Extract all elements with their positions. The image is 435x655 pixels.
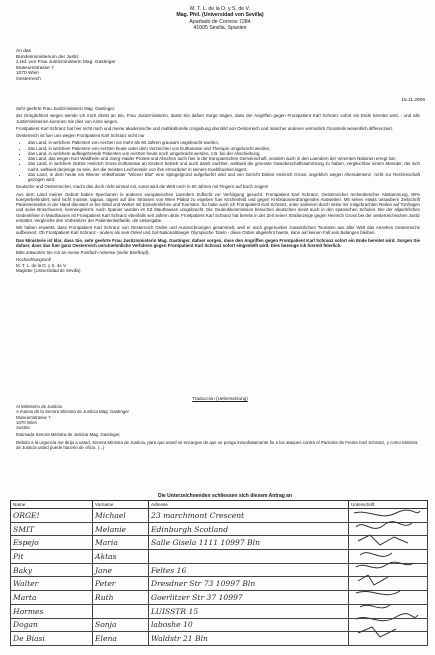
translation-greeting: Estimada Senora Ministra de Justicia Mag. Gastinger,	[16, 432, 121, 438]
cell-firstname: Maria	[93, 536, 149, 550]
cell-name: De Biasi	[11, 632, 93, 646]
paragraph: Wir haben erwartet, dass Frontpatient Karl Schranz von Oesterreich Orden und Auszeichnungen gesammelt, weil er auch gegenueber zusaetzlichen Touristen aus aller Welt das Ansehen Oesterreichs aufbessert. Ob Frontpatient Karl Schranz - anders als sein Onkel und Sol-Nationaltraeger Olympische Toteln - diese Orden abgelehnt haette, kann auf keinen Fall sein Belangen bleiben.	[16, 225, 420, 236]
recipient-line: Oesterreich	[16, 76, 41, 82]
cell-address: Edinburgh Scotland	[149, 522, 349, 536]
cell-firstname: Sonja	[93, 618, 149, 632]
bullet-item: • das Land, in welchem Patienten von Aerzten vor mehr als 60 Jahren grausam ungebracht wurden,	[28, 140, 420, 145]
cell-name: Marta	[11, 591, 93, 605]
bullet-item: • das Land, in welchem Patienten von Aerzten heute unter dem Vorzeichen von Euthanasie und Therapie umgebracht werden,	[28, 146, 420, 151]
paragraph: Deutsche und Oesterreicher, macht das doch nicht einmal mit, sonst wird die Welt noch in 60 Jahren mit Fingern auf Euch zeigen!	[16, 184, 269, 190]
recipient-address	[16, 49, 256, 83]
paragraph: der Dringlichkeit wegen wende ich mich direkt an Sie, Frau Justizministerin, damit Sie dafuer Sorge tragen, dass der Angriffen gegen Frontpatient Karl Schranz sofort ein Ende bereitet wird, - und alle Justizministerien koennen Sie dies von Amte wegen.	[16, 113, 420, 124]
cell-address: Feltes 16	[149, 563, 349, 577]
cell-firstname: Michael	[93, 509, 149, 523]
translation-recipient-line: 1070 Wien	[16, 419, 37, 425]
recipient-line: 1070 Wien	[16, 71, 39, 77]
letter-body	[16, 106, 420, 273]
cell-address: Salle Gisela 1111 10997 Bln	[149, 536, 349, 550]
letterhead	[140, 6, 300, 31]
cell-name: SMIT	[11, 522, 93, 536]
signature-name: M. T. L. de la O. y S. de V.	[16, 262, 67, 268]
greeting: Sehr geehrte Frau Justizministerin Mag. Gastinger,	[16, 106, 116, 111]
cell-name: Dogan	[11, 618, 93, 632]
cell-address: LUISSTR 15	[149, 604, 349, 618]
cell-firstname	[93, 604, 149, 618]
cell-name: Pit	[11, 550, 93, 564]
cell-firstname: Elena	[93, 632, 149, 646]
cell-name: Baky	[11, 563, 93, 577]
recipient-line: z.Hd. von Frau Justizministerin Mag. Gastinger	[16, 60, 116, 66]
recipient-line: Bundesministerium der Justiz	[16, 54, 79, 60]
letterhead-rep: Mag. Phil. (Universidad von Sevilla)	[176, 12, 264, 19]
translation-recipient-line: Austria	[16, 425, 30, 430]
bullet-item: • das Land, in welchem Doktor Heinrich Gross Euthanasie an Kindern betrieb und auch damit nachher, weltweit die groesste Gewebeschaftssammlung zu haben, vergleichbar einem Moerder, der sich rueht, weltweit derjenige zu sein, der die meisten Leichenteile von ihm ermordeter in seinem Kuehlhuehen lagert,	[28, 161, 420, 172]
translation-recipient-line: A manos de la Senora Ministra de Justicia Mag. Gastinger	[16, 409, 129, 415]
cell-firstname: Ruth	[93, 591, 149, 605]
recipient-line: Museumstrasse 7	[16, 65, 54, 71]
translation-section	[16, 404, 420, 452]
cell-firstname: Aktas	[93, 550, 149, 564]
cell-firstname: Melanie	[93, 522, 149, 536]
translation-recipient-line: Al Ministerio de Justicia	[16, 404, 62, 409]
column-header-signature: Unterschrift	[349, 501, 428, 509]
cell-address: 23 marchmont Crescent	[149, 509, 349, 523]
cell-firstname: Jane	[93, 563, 149, 577]
cell-firstname: Peter	[93, 577, 149, 591]
translation-heading: Traduccion (Uebersetzung)	[192, 396, 248, 401]
recipient-line: An das	[16, 49, 31, 54]
letterhead-street: Apartado de Correos 7284	[189, 18, 251, 25]
cell-address	[149, 550, 349, 564]
cell-name: ORGE!	[11, 509, 93, 523]
bullet-item: • das Land, in welchem aufbegehrende Patienten von Aerzten heute noch umgebracht werden, z.B. bei der Abschiebung,	[28, 151, 420, 156]
column-header-name: Name	[11, 501, 93, 509]
letter-date: 15.11.2006	[401, 98, 425, 103]
bullet-item: • das Land, in dem heute ein Wiener Volkstheater "Wiener Blut" eine Spiegelgrund aufgefuehrt wird und von Gericht Doktor Heinrich Gross, angeblich wegen Altersdemenz, nicht zur Rechenschaft gezogen wird.	[28, 172, 420, 183]
letterhead-org: M. T. L. de la O. y S. de V.	[190, 6, 250, 12]
closing: Hochachtungsvoll	[16, 257, 51, 263]
paragraph: Frontpatient Karl Schranz hat hier nicht mich und meine akademische und multikulturelle Umgebung das Bild von Oesterreich und mancher anderen vermutlich Grossteils wesentlich differenziert.	[16, 125, 393, 131]
paragraph: Oesterreich ist fuer uns wegen Frontpatient Karl Schranz nicht nur	[16, 133, 145, 138]
paragraph: Aus dem Land meiner Geburt haben Spechanen in anderen europaeischen Laendern Zuflucht vor Verfolgung gesucht. Frontpatient Karl Schranz, Oesterreicher rechenbescher Abstammung, 80% koerperbehindert, wird nicht musste, tagaus, tagein auf den Strassen von Wien Plakat zu ergeben fuer Kirchenfeld und gegen Krebsausverdrangendes Ausweiten. Mit seiner etwas unsaubern Zeitschrift Patientenleiden in der Hand dienstert er bei Wind und Wetter mit Einnehmlichen und Touristen. So habe auch ich Frontpatient Karl Schranz, unter anderem durch seine mir mitgebrachten Reden auf Tonfragen und seine Broschueren, kennengelernt. Auch Spanier wurden im KZ Mauthausen umgebracht. Die Gedenkkommission besuchen deutschen meist auch in den spanischen Schulen. Bei der alljaehrlichen Gedenkfeier in Mauthausen ist Frontpatient Karl Schranz ebenfalls seit Jahren aktiv. Frontpatient Karl Schranz hat bereits in der Zeit seiner Strafanzeige gegen Heinrich Gross bei der oesterreichischen Justiz erstattet. Vergleiche den Vorbesitzer der Patientenleitfaelle, die Uebergabe.	[16, 191, 420, 223]
cell-address: Goerlitzer Str 37 10997	[149, 591, 349, 605]
bullet-item: • das Land, das wegen Kurt Waldheim und Joerg Haider Protest und Abschen auch hier in der Europaeischen Gemeinschaft, sondern auch in den Laendern der Vereinten Nationen erregt hat,	[28, 156, 420, 161]
cell-address: laboshe 10	[149, 618, 349, 632]
signature-sheet-heading: Die Unterzeichnenden schliessen sich diesem Antrag an	[157, 493, 293, 499]
cell-address: Dresdner Str 73 10997 Bln	[149, 577, 349, 591]
cell-name: Walter	[11, 577, 93, 591]
translation-recipient-line: Museumstrasse 7	[16, 414, 51, 420]
bullet-list	[16, 140, 420, 182]
column-header-firstname: Vorname	[93, 501, 149, 509]
letterhead-city: 41005 Sevilla, Spanien	[193, 24, 247, 31]
demand-paragraph: Das Ministerie ist klar, dass Sie, sehr geehrte Frau Justizministerin Mag. Gastinger, dafuer sorgen, dass den Angriffen gegen Frontpatient Karl Schranz sofort ein Ende bereitet wird. Sorgen Sie dafuer, dass das fuer ganz Oesterreich unrutnehmliche Verfahren gegen Frontpatient Karl Schranz sofort eingestellt wird. Dies bezeuge ich hiermit feierlich.	[16, 237, 420, 248]
translation-text: Debido a la urgencia me dirijo a usted, Senora Ministra de Justicia, para que usted se encargue de que se ponga inmediatamente fin a los ataques contra el Paciente de Frente Karl Schranz, y como Ministra de Justicia usted puede hacerlo de oficio. (...)	[16, 439, 418, 450]
cell-address: Waldstr 21 Bln	[149, 632, 349, 646]
paragraph: Bitte antworten Sie mir an meine Postfach-Adresse (siehe Briefkopf).	[16, 250, 150, 255]
cell-name: Hormes	[11, 604, 93, 618]
signature-title: Magister (Universidad de Sevilla)	[16, 267, 81, 273]
cell-name: Espejo	[11, 536, 93, 550]
handwritten-signatures	[350, 507, 425, 647]
column-header-address: Adresse	[149, 501, 349, 509]
